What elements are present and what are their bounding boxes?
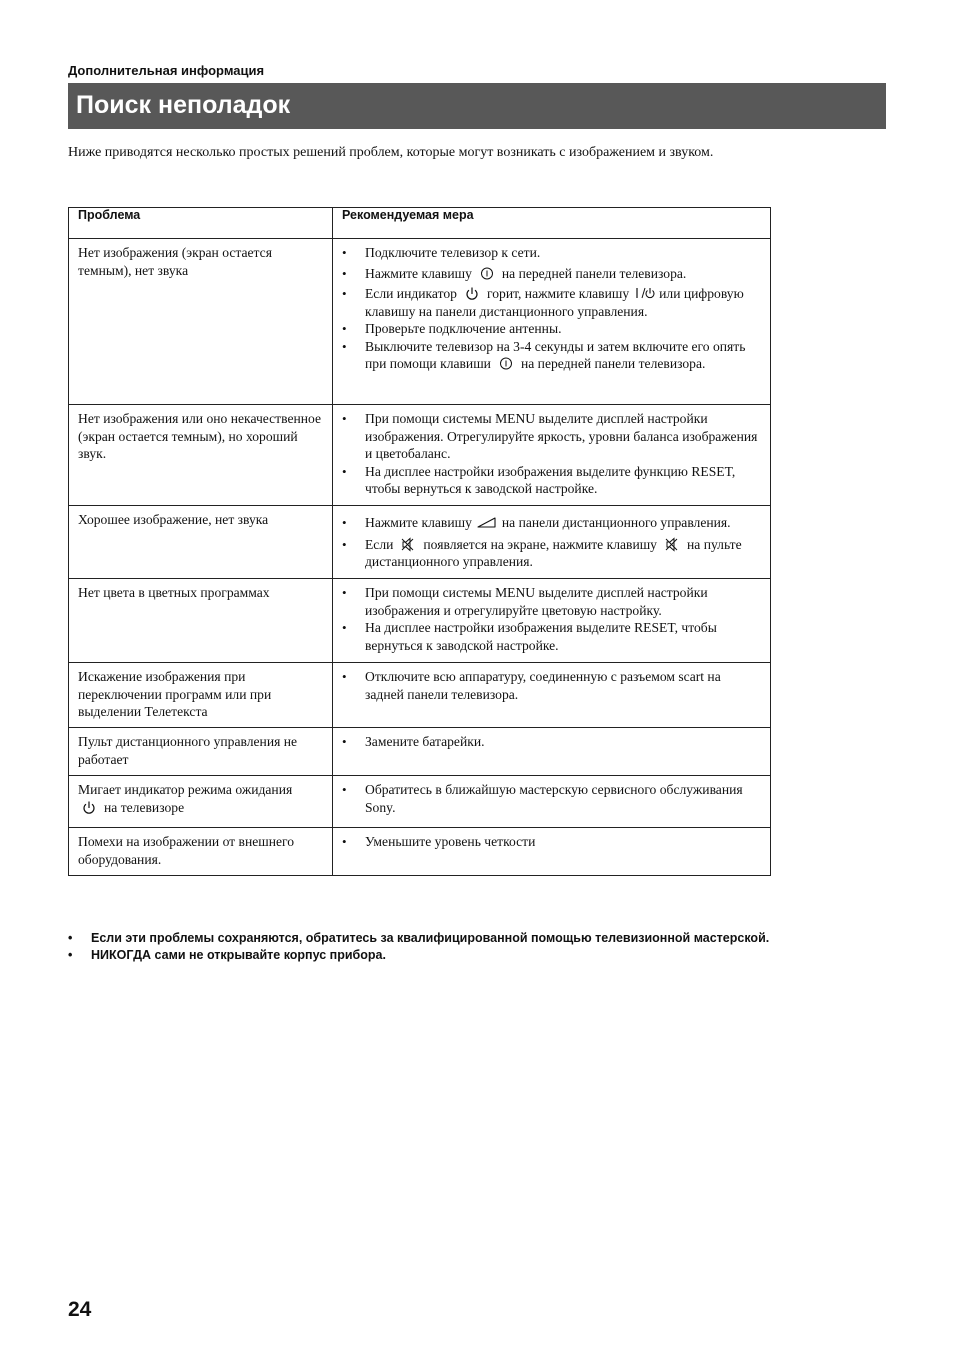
action-item: • На дисплее настройки изображения выделите функцию RESET, чтобы вернуться к заводской настройке. — [342, 463, 761, 498]
problem-cell: Нет изображения (экран остается темным), нет звука — [69, 239, 333, 405]
intro-text: Ниже приводятся несколько простых решений проблем, которые могут возникать с изображением и звуком. — [68, 145, 714, 160]
problem-cell: Хорошее изображение, нет звука — [69, 506, 333, 579]
main-power-icon — [495, 355, 517, 372]
action-text: на пульте дистанционного управления. — [365, 536, 742, 569]
table-row — [69, 828, 771, 876]
action-text: на панели дистанционного управления. — [501, 515, 731, 530]
tv-standby-switch-icon — [633, 285, 655, 302]
action-text: горит, нажмите клавишу — [486, 286, 630, 301]
action-item: • Замените батарейки. — [342, 733, 761, 751]
action-text: на передней панели телевизора. — [501, 265, 687, 281]
table-row — [69, 776, 771, 828]
action-text: или цифровую клавишу на панели дистанционного управления. — [365, 286, 744, 319]
problem-cell: Нет изображения или оно некачественное (экран остается темным), но хороший звук. — [69, 405, 333, 506]
action-item: • При помощи системы MENU выделите дисплей настройки изображения. Отрегулируйте яркость, уровни баланса изображения и цветобаланс. — [342, 410, 761, 463]
table-row — [69, 239, 771, 405]
action-item: • На дисплее настройки изображения выделите RESET, чтобы вернуться к заводской настройке. — [342, 619, 761, 654]
action-list — [342, 733, 761, 751]
action-cell — [333, 663, 771, 728]
problem-text: Мигает индикатор режима ожидания — [78, 782, 293, 797]
action-cell — [333, 239, 771, 405]
action-text: появляется на экране, нажмите клавишу — [423, 536, 657, 552]
problem-cell: Пульт дистанционного управления не работает — [69, 728, 333, 776]
table-row — [69, 663, 771, 728]
action-list — [342, 244, 761, 373]
title-bar — [68, 83, 886, 129]
troubleshooting-table — [68, 207, 771, 876]
action-item — [342, 338, 761, 373]
table-row — [69, 579, 771, 663]
table-row — [69, 506, 771, 579]
action-cell — [333, 579, 771, 663]
action-item: • Отключите всю аппаратуру, соединенную с разъемом scart на задней панели телевизора. — [342, 668, 761, 703]
standby-indicator-icon — [78, 799, 100, 816]
action-cell — [333, 828, 771, 876]
note-item: • НИКОГДА сами не открывайте корпус прибора. — [68, 947, 769, 964]
main-power-icon — [476, 265, 498, 282]
action-cell — [333, 405, 771, 506]
action-cell — [333, 506, 771, 579]
action-list — [342, 410, 761, 498]
action-item: • Уменьшите уровень четкости — [342, 833, 761, 851]
problem-cell: Помехи на изображении от внешнего оборудования. — [69, 828, 333, 876]
volume-icon — [476, 514, 498, 531]
action-cell — [333, 776, 771, 828]
problem-cell: Нет цвета в цветных программах — [69, 579, 333, 663]
action-text: Нажмите клавишу — [365, 265, 472, 281]
table-row — [69, 728, 771, 776]
action-item: • Проверьте подключение антенны. — [342, 320, 761, 338]
column-header-problem: Проблема — [69, 208, 333, 239]
problem-cell — [69, 776, 333, 828]
problem-cell: Искажение изображения при переключении программ или при выделении Телетекста — [69, 663, 333, 728]
action-list — [342, 514, 761, 571]
action-text: Если — [365, 536, 394, 552]
column-header-action: Рекомендуемая мера — [333, 208, 771, 239]
mute-icon — [661, 536, 683, 553]
action-list — [342, 584, 761, 654]
action-list — [342, 781, 761, 816]
action-text: Если индикатор — [365, 286, 457, 301]
notes-list — [68, 930, 769, 964]
action-item: • При помощи системы MENU выделите дисплей настройки изображения и отрегулируйте цветовую настройку. — [342, 584, 761, 619]
action-item — [342, 285, 761, 320]
section-label: Дополнительная информация — [68, 63, 265, 78]
action-text: на передней панели телевизора. — [520, 356, 706, 371]
standby-indicator-icon — [461, 285, 483, 302]
table-row — [69, 405, 771, 506]
problem-text: на телевизоре — [104, 799, 185, 815]
action-list — [342, 833, 761, 851]
action-item: • Подключите телевизор к сети. — [342, 244, 761, 262]
action-text: Нажмите клавишу — [365, 515, 472, 530]
table-header-row — [69, 208, 771, 239]
note-item: • Если эти проблемы сохраняются, обратитесь за квалифицированной помощью телевизионной мастерской. — [68, 930, 769, 947]
action-text: Выключите телевизор на 3-4 секунды и затем включите его опять при помощи клавиши — [365, 338, 746, 371]
action-list — [342, 668, 761, 703]
action-item — [342, 536, 761, 571]
page-title: Поиск неполадок — [76, 91, 291, 119]
page-number: 24 — [68, 1298, 92, 1321]
action-item — [342, 514, 761, 532]
action-item — [342, 265, 761, 283]
action-cell — [333, 728, 771, 776]
action-item: • Обратитесь в ближайшую мастерскую сервисного обслуживания Sony. — [342, 781, 761, 816]
mute-icon — [397, 536, 419, 553]
